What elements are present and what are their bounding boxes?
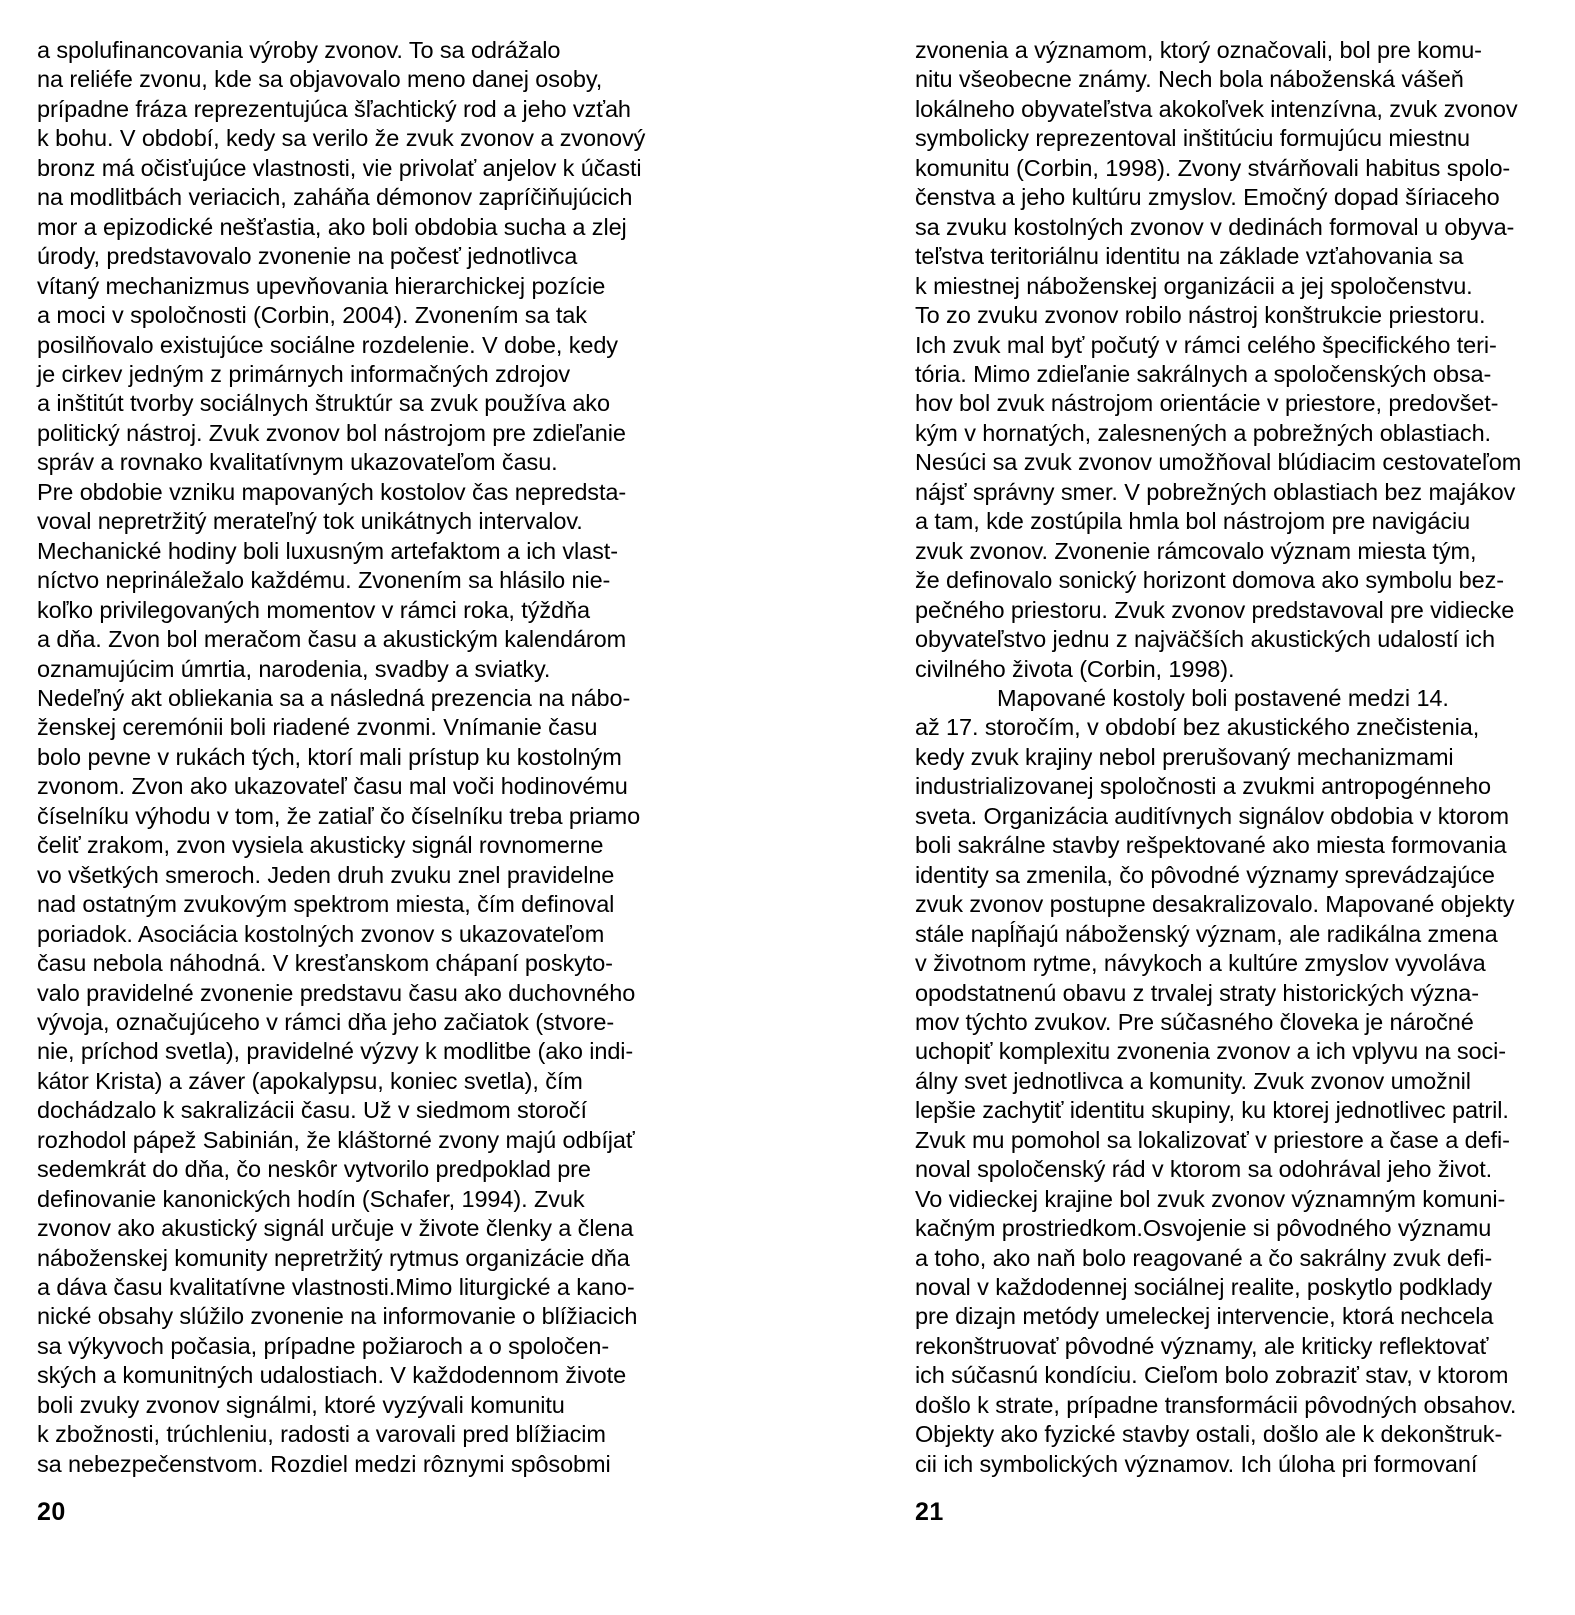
text-line: Objekty ako fyzické stavby ostali, došlo ale k dekonštruk- <box>915 1421 1503 1448</box>
text-line: ich súčasnú kondíciu. Cieľom bolo zobraziť stav, v ktorom <box>915 1362 1509 1389</box>
text-line: tória. Mimo zdieľanie sakrálnych a spoločenských obsa- <box>915 360 1492 387</box>
left-text-column <box>37 36 646 1479</box>
text-line: úrody, predstavovalo zvonenie na počesť jednotlivca <box>37 243 578 270</box>
text-line: číselníku výhodu v tom, že zatiaľ čo číselníku treba priamo <box>37 802 641 829</box>
text-line: na reliéfe zvonu, kde sa objavovalo meno danej osoby, <box>37 66 603 93</box>
text-line: hov bol zvuk nástrojom orientácie v priestore, predovšet- <box>915 390 1499 417</box>
text-line: Mechanické hodiny boli luxusným artefaktom a ich vlast- <box>37 537 618 564</box>
text-line: nie, príchod svetla), pravidelné výzvy k modlitbe (ako indi- <box>37 1038 634 1065</box>
text-line: došlo k strate, prípadne transformácii pôvodných obsahov. <box>915 1391 1517 1418</box>
text-line: zvonov ako akustický signál určuje v živote členky a člena <box>37 1215 634 1242</box>
text-line: oznamujúcim úmrtia, narodenia, svadby a sviatky. <box>37 655 551 682</box>
text-line: k zbožnosti, trúchleniu, radosti a varovali pred blížiacim <box>37 1421 606 1448</box>
text-line: a toho, ako naň bolo reagované a čo sakrálny zvuk defi- <box>915 1244 1493 1271</box>
text-line: zvuk zvonov postupne desakralizovalo. Mapované objekty <box>915 891 1515 918</box>
text-line: správ a rovnako kvalitatívnym ukazovateľom času. <box>37 449 558 476</box>
text-line: mor a epizodické nešťastia, ako boli obdobia sucha a zlej <box>37 213 627 240</box>
text-line: Mapované kostoly boli postavené medzi 14. <box>997 684 1449 711</box>
text-line: vývoja, označujúceho v rámci dňa jeho začiatok (stvore- <box>37 1008 615 1035</box>
text-line: nájsť správny smer. V pobrežných oblastiach bez majákov <box>915 478 1516 505</box>
text-line: Vo vidieckej krajine bol zvuk zvonov významným komuni- <box>915 1185 1506 1212</box>
text-line: boli sakrálne stavby rešpektované ako miesta formovania <box>915 832 1507 859</box>
text-line: zvuk zvonov. Zvonenie rámcovalo význam miesta tým, <box>915 537 1477 564</box>
text-line: v životnom rytme, návykoch a kultúre zmyslov vyvoláva <box>915 950 1486 977</box>
text-line: lokálneho obyvateľstva akokoľvek intenzívna, zvuk zvonov <box>915 95 1518 122</box>
text-line: bolo pevne v rukách tých, ktorí mali prístup ku kostolným <box>37 743 622 770</box>
text-line: Pre obdobie vzniku mapovaných kostolov čas nepredsta- <box>37 478 627 505</box>
page-number-left: 20 <box>37 1498 66 1526</box>
text-line: a dáva času kvalitatívne vlastnosti.Mimo liturgické a kano- <box>37 1274 635 1301</box>
text-line: ženskej ceremónii boli riadené zvonmi. Vnímanie času <box>37 714 598 741</box>
text-line: obyvateľstvo jednu z najväčších akustických udalostí ich <box>915 626 1495 653</box>
text-line: politický nástroj. Zvuk zvonov bol nástrojom pre zdieľanie <box>37 419 626 446</box>
page-number-right: 21 <box>915 1498 944 1526</box>
text-line: sa zvuku kostolných zvonov v dedinách formoval u obyva- <box>915 213 1515 240</box>
text-line: zvonom. Zvon ako ukazovateľ času mal voči hodinovému <box>37 773 628 800</box>
text-line: rekonštruovať pôvodné významy, ale kriticky reflektovať <box>915 1332 1489 1359</box>
text-line: sveta. Organizácia auditívnych signálov obdobia v ktorom <box>915 802 1509 829</box>
text-line: a inštitút tvorby sociálnych štruktúr sa zvuk používa ako <box>37 390 610 417</box>
text-line: noval v každodennej sociálnej realite, poskytlo podklady <box>915 1274 1493 1301</box>
text-line: álny svet jednotlivca a komunity. Zvuk zvonov umožnil <box>915 1067 1471 1094</box>
text-line: až 17. storočím, v období bez akustického znečistenia, <box>915 714 1480 741</box>
page-left <box>0 0 787 1615</box>
text-line: cii ich symbolických významov. Ich úloha pri formovaní <box>915 1450 1478 1477</box>
text-line: ských a komunitných udalostiach. V každodennom živote <box>37 1362 627 1389</box>
text-line: voval nepretržitý merateľný tok unikátnych intervalov. <box>37 508 583 535</box>
text-line: kačným prostriedkom.Osvojenie si pôvodného významu <box>915 1215 1492 1242</box>
text-line: času nebola náhodná. V kresťanskom chápaní poskyto- <box>37 950 613 977</box>
text-line: je cirkev jedným z primárnych informačných zdrojov <box>37 360 571 387</box>
text-line: posilňovalo existujúce sociálne rozdelenie. V dobe, kedy <box>37 331 618 358</box>
text-line: symbolicky reprezentoval inštitúciu formujúcu miestnu <box>915 125 1471 152</box>
text-line: nad ostatným zvukovým spektrom miesta, čím definoval <box>37 891 615 918</box>
text-line: zvonenia a významom, ktorý označovali, bol pre komu- <box>915 37 1482 63</box>
text-line: pečného priestoru. Zvuk zvonov predstavoval pre vidiecke <box>915 596 1515 623</box>
text-line: rozhodol pápež Sabinián, že kláštorné zvony majú odbíjať <box>37 1126 635 1153</box>
text-line: lepšie zachytiť identitu skupiny, ku ktorej jednotlivec patril. <box>915 1097 1509 1124</box>
text-line: čenstva a jeho kultúru zmyslov. Emočný dopad šíriaceho <box>915 184 1500 211</box>
text-line: bronz má očisťujúce vlastnosti, vie privolať anjelov k účasti <box>37 154 642 181</box>
text-line: na modlitbách veriacich, zaháňa démonov zapríčiňujúcich <box>37 184 633 211</box>
text-line: pre dizajn metódy umeleckej intervencie, ktorá nechcela <box>915 1303 1494 1330</box>
text-line: stále napĺňajú náboženský význam, ale radikálna zmena <box>915 920 1498 947</box>
right-text-column <box>915 36 1525 1479</box>
text-line: boli zvuky zvonov signálmi, ktoré vyzývali komunitu <box>37 1391 565 1418</box>
text-line: vítaný mechanizmus upevňovania hierarchickej pozície <box>37 272 606 299</box>
text-line: a spolufinancovania výroby zvonov. To sa odrážalo <box>37 37 561 63</box>
page-right <box>787 0 1575 1615</box>
text-line: dochádzalo k sakralizácii času. Už v siedmom storočí <box>37 1097 587 1124</box>
text-line: k miestnej náboženskej organizácii a jej spoločenstvu. <box>915 272 1473 299</box>
text-line: opodstatnenú obavu z trvalej straty historických význa- <box>915 979 1479 1006</box>
text-line: níctvo neprináležalo každému. Zvonením sa hlásilo nie- <box>37 567 611 594</box>
text-line: sedemkrát do dňa, čo neskôr vytvorilo predpoklad pre <box>37 1156 591 1183</box>
text-line: sa nebezpečenstvom. Rozdiel medzi rôznymi spôsobmi <box>37 1450 611 1477</box>
text-line: komunitu (Corbin, 1998). Zvony stvárňovali habitus spolo- <box>915 154 1511 181</box>
text-line: industrializovanej spoločnosti a zvukmi antropogénneho <box>915 773 1491 800</box>
text-line: noval spoločenský rád v ktorom sa odohrával jeho život. <box>915 1156 1493 1183</box>
text-line: nitu všeobecne známy. Nech bola náboženská vášeň <box>915 66 1464 93</box>
text-line: koľko privilegovaných momentov v rámci roka, týždňa <box>37 596 590 623</box>
text-line: poriadok. Asociácia kostolných zvonov s ukazovateľom <box>37 920 605 947</box>
text-line: Nedeľný akt obliekania sa a následná prezencia na nábo- <box>37 684 631 711</box>
text-line: kedy zvuk krajiny nebol prerušovaný mechanizmami <box>915 743 1454 770</box>
text-line: definovanie kanonických hodín (Schafer, 1994). Zvuk <box>37 1185 585 1212</box>
text-line: mov týchto zvukov. Pre súčasného človeka je náročné <box>915 1008 1474 1035</box>
text-line: a tam, kde zostúpila hmla bol nástrojom pre navigáciu <box>915 508 1471 535</box>
text-line: To zo zvuku zvonov robilo nástroj konštrukcie priestoru. <box>915 302 1486 329</box>
text-line: náboženskej komunity nepretržitý rytmus organizácie dňa <box>37 1244 630 1271</box>
text-line: a moci v spoločnosti (Corbin, 2004). Zvonením sa tak <box>37 302 587 329</box>
text-line: čeliť zrakom, zvon vysiela akusticky signál rovnomerne <box>37 832 604 859</box>
text-line: Ich zvuk mal byť počutý v rámci celého špecifického teri- <box>915 331 1497 358</box>
text-line: že definovalo sonický horizont domova ako symbolu bez- <box>915 567 1504 594</box>
text-line: k bohu. V období, kedy sa verilo že zvuk zvonov a zvonový <box>37 125 646 152</box>
text-line: kým v hornatých, zalesnených a pobrežných oblastiach. <box>915 419 1491 446</box>
text-line: civilného života (Corbin, 1998). <box>915 655 1235 682</box>
text-line: identity sa zmenila, čo pôvodné významy sprevádzajúce <box>915 861 1495 888</box>
text-line: teľstva teritoriálnu identitu na základe vzťahovania sa <box>915 243 1464 270</box>
text-line: prípadne fráza reprezentujúca šľachtický rod a jeho vzťah <box>37 95 631 122</box>
text-line: a dňa. Zvon bol meračom času a akustickým kalendárom <box>37 626 627 653</box>
text-line: Zvuk mu pomohol sa lokalizovať v priestore a čase a defi- <box>915 1126 1510 1153</box>
text-line: vo všetkých smeroch. Jeden druh zvuku znel pravidelne <box>37 861 615 888</box>
text-line: Nesúci sa zvuk zvonov umožňoval blúdiacim cestovateľom <box>915 449 1522 476</box>
text-line: nické obsahy slúžilo zvonenie na informovanie o blížiacich <box>37 1303 638 1330</box>
text-line: valo pravidelné zvonenie predstavu času ako duchovného <box>37 979 636 1006</box>
text-line: sa výkyvoch počasia, prípadne požiaroch a o spoločen- <box>37 1332 610 1359</box>
text-line: uchopiť komplexitu zvonenia zvonov a ich vplyvu na soci- <box>915 1038 1507 1065</box>
text-line: kátor Krista) a záver (apokalypsu, koniec svetla), čím <box>37 1067 583 1094</box>
